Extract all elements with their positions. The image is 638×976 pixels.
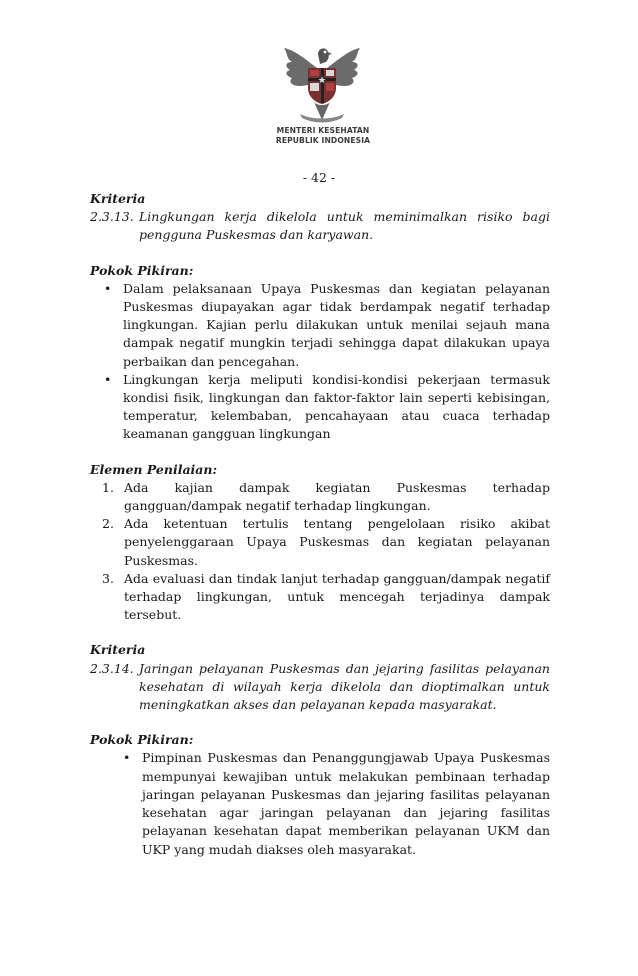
list-item bbox=[90, 479, 550, 515]
list-item bbox=[90, 280, 550, 371]
bullet-icon: • bbox=[104, 371, 112, 387]
list-item bbox=[90, 570, 550, 625]
bullet-icon: • bbox=[123, 750, 131, 766]
pokok-pikiran-heading: Pokok Pikiran: bbox=[90, 732, 194, 748]
kriteria-item bbox=[90, 660, 550, 715]
pokok-pikiran-heading: Pokok Pikiran: bbox=[90, 262, 194, 278]
list-item-text: Dalam pelaksanaan Upaya Puskesmas dan kegiatan pelayanan Puskesmas diupayakan agar tidak berdampak negatif terhadap lingkungan. Kajian perlu dilakukan untuk menilai sejauh mana dampak negatif mungkin terjadi sehingga dapat dilakukan upaya perbaikan dan pencegahan. bbox=[123, 280, 550, 369]
document-body bbox=[90, 190, 550, 876]
list-number: 3. bbox=[102, 570, 114, 586]
list-item-text: Lingkungan kerja meliputi kondisi-kondisi pekerjaan termasuk kondisi fisik, lingkungan dan faktor-faktor lain seperti kebisingan, temperatur, kelembaban, pencahayaan atau cuaca terhadap keamanan gangguan lingkungan bbox=[123, 371, 550, 442]
elemen-penilaian-section bbox=[90, 461, 550, 625]
kriteria-section-1 bbox=[90, 190, 550, 245]
kriteria-text: Jaringan pelayanan Puskesmas dan jejaring fasilitas pelayanan kesehatan di wilayah kerja dikelola dan dioptimalkan untuk meningkatkan akses dan pelayanan kepada masyarakat. bbox=[139, 660, 550, 713]
list-item bbox=[90, 371, 550, 444]
list-item bbox=[90, 749, 550, 858]
elemen-penilaian-heading: Elemen Penilaian: bbox=[90, 461, 218, 477]
kriteria-section-2 bbox=[90, 641, 550, 714]
pokok-pikiran-section-1 bbox=[90, 262, 550, 444]
bullet-list bbox=[90, 280, 550, 444]
bullet-icon: • bbox=[104, 280, 112, 296]
list-item-text: Ada evaluasi dan tindak lanjut terhadap gangguan/dampak negatif terhadap lingkungan, untuk mencegah terjadinya dampak tersebut. bbox=[124, 570, 550, 623]
list-item bbox=[90, 515, 550, 570]
pokok-pikiran-section-2 bbox=[90, 731, 550, 858]
kriteria-number: 2.3.13. bbox=[90, 209, 134, 225]
page-number: - 42 - bbox=[302, 170, 336, 185]
kriteria-text: Lingkungan kerja dikelola untuk meminimalkan risiko bagi pengguna Puskesmas dan karyawan. bbox=[139, 209, 550, 243]
bullet-list bbox=[90, 749, 550, 858]
kriteria-heading: Kriteria bbox=[90, 191, 146, 206]
numbered-list bbox=[90, 479, 550, 625]
kriteria-number: 2.3.14. bbox=[90, 660, 134, 676]
institution-name bbox=[250, 126, 396, 146]
list-item-text: Ada kajian dampak kegiatan Puskesmas terhadap gangguan/dampak negatif terhadap lingkungan. bbox=[124, 479, 550, 514]
kriteria-heading: Kriteria bbox=[90, 642, 146, 658]
list-item-text: Pimpinan Puskesmas dan Penanggungjawab Upaya Puskesmas mempunyai kewajiban untuk melakukan pembinaan terhadap jaringan pelayanan Puskesmas dan jejaring fasilitas pelayanan kesehatan agar jaringan pelayanan dan jejaring fasilitas pelayanan kesehatan dapat memberikan pelayanan UKM dan UKP yang mudah diakses oleh masyarakat. bbox=[142, 750, 550, 857]
list-number: 2. bbox=[102, 516, 114, 532]
institution-line-1: MENTERI KESEHATAN bbox=[276, 126, 370, 135]
list-item-text: Ada ketentuan tertulis tentang pengelolaan risiko akibat penyelenggaraan Upaya Puskesmas dan kegiatan pelayanan Puskesmas. bbox=[124, 516, 550, 568]
institution-line-2: REPUBLIK INDONESIA bbox=[275, 136, 371, 145]
kriteria-item bbox=[90, 208, 550, 244]
list-number: 1. bbox=[102, 479, 114, 495]
